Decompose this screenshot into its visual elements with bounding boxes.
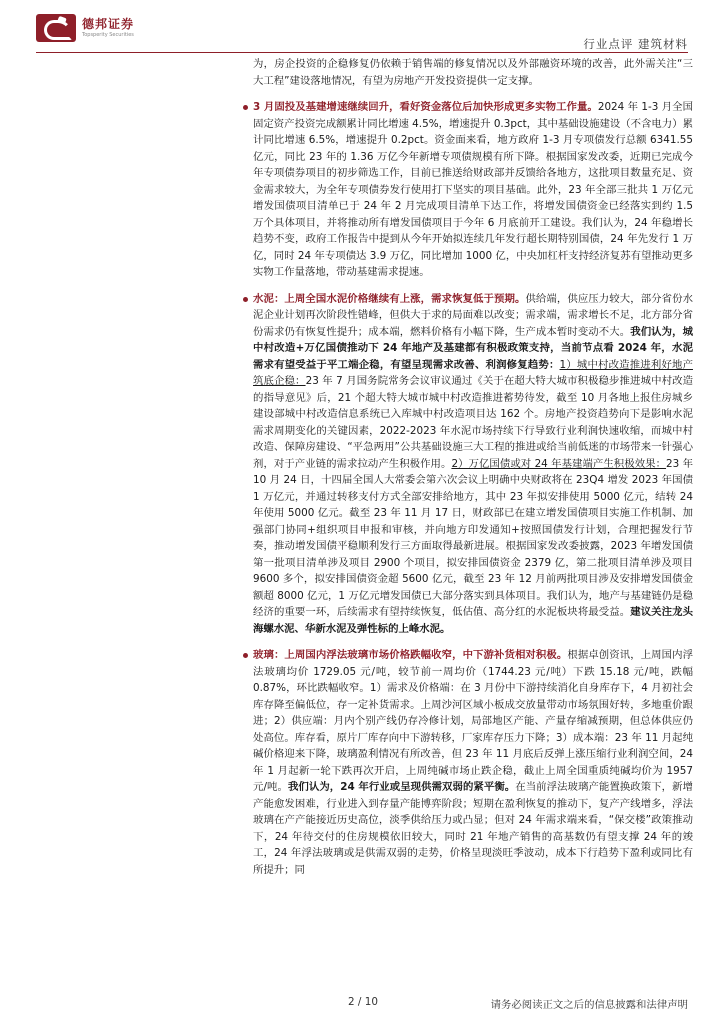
- cement-recommendation: 建议关注龙头海螺水泥、华新水泥及弹性标的上峰水泥。: [253, 606, 694, 635]
- glass-view: 我们认为，24 年行业或呈现供需双弱的紧平衡。: [287, 781, 516, 793]
- glass-section: [253, 647, 693, 878]
- cement-body-f: 23 年 10 月 24 日，十四届全国人大常委会第六次会议上明确中央财政将在 23Q4 增发 2023 年国债 1 万亿元，并通过转移支付方式全部安排给地方，其中 23 年拟安排使用 5000 亿元，结转 24 年使用 5000 亿元。截至 23 年 11 月 17 日，财政部已在建立增发国债项目实施工作机制、加强部门协同+组织项目申报和审核，并向地方印发通知+按照国债发行计划，合理把握发行节奏，推动增发国债平稳顺利发行三方面取得最新进展。根据国家发改委披露，2023 年增发国债第一批项目清单涉及项目 2900 个项目，拟安排国债资金 2379 亿，第二批项目清单涉及项目 9600 多个，拟安排国债资金超 5600 亿元，截至 23 年 12 月前两批项目涉及安排增发国债金额超 8000 亿元，1 万亿元增发国债已大部分落实到具体项目。我们认为，地产与基建链仍是稳经济的重要一环，后续需求有望持续恢复，低估值、高分红的水泥板块将最受益。: [253, 457, 694, 618]
- legal-disclaimer: 请务必阅读正文之后的信息披露和法律声明: [490, 999, 688, 1011]
- logo-mark-icon: [36, 14, 76, 42]
- section-heading-cement: 水泥：上周全国水泥价格继续有上涨，需求恢复低于预期。: [253, 292, 526, 305]
- glass-body-c: 在当前浮法玻璃产能置换政策下，新增产能愈发困难，行业进入到存量产能博弈阶段；短期在盈利恢复的推动下，复产产线增多，浮法玻璃在产产能接近历史高位，淡季供给压力或凸显；但对 24 年需求端来看，“保交楼”政策推动下，24 年待交付的住房规模依旧较大，同时 21 年地产销售的高基数仍有望支撑 24 年的竣工，24 年浮法玻璃或是供需双弱的走势，价格呈现淡旺季波动，成本下行趋势下盈利或同比有所提升；同: [253, 781, 693, 876]
- fixed-investment-section: [253, 99, 693, 281]
- bullet-icon: [243, 105, 248, 110]
- cement-view: 我们认为，城中村改造+万亿国债推动下 24 年地产及基建都有积极政策支持，当前节点看 2024 年，水泥需求有望受益于平工端企稳，有望呈现需求改善、利润修复趋势：: [253, 325, 694, 371]
- page-header: [0, 0, 724, 52]
- report-section-label: 行业点评 建筑材料: [583, 37, 688, 51]
- company-logo: [36, 14, 134, 42]
- bullet-icon: [243, 297, 248, 302]
- report-body: [253, 56, 693, 878]
- logo-name-cn: 德邦证券: [82, 17, 135, 31]
- header-divider: [36, 52, 688, 53]
- cement-point-1: 1）城中村改造推进利好地产筑底企稳：: [253, 358, 693, 387]
- logo-name-en: Topsperity Securities: [82, 32, 134, 38]
- cement-body-a: 供给端，供应压力较大，部分省份水泥企业计划再次阶段性错峰，但供大于求的局面难以改变；需求端，需求增长不足，北方部分省份需求仍有恢复性提升；成本端，燃料价格有小幅下降，生产成本暂时变动不大。: [253, 292, 694, 338]
- cement-section: [253, 291, 693, 638]
- intro-paragraph: 为，房企投资的企稳修复仍依赖于销售端的修复情况以及外部融资环境的改善，此外需关注“三大工程”建设落地情况，有望为房地产开发投资提供一定支撑。: [253, 58, 693, 87]
- glass-body-a: 根据卓创资讯，上周国内浮法玻璃均价 1729.05 元/吨，较节前一周均价（1744.23 元/吨）下跌 15.18 元/吨，跌幅 0.87%，环比跌幅收窄。1）需求及价格端：在 3 月份中下游持续消化自身库存下，4 月初社会库存降至偏低位，存一定补货需求。上周沙河区域小板成交放量带动市场氛围好转，多地重价跟进；2）供应端：月内个别产线仍存冷修计划，局部地区产能、产量存缩减预期，但总体供应仍处高位。库存看，原片厂库存向中下游转移，厂家库存压力下降；3）成本端：23 年 11 月起纯碱价格迎来下降，玻璃盈利情况有所改善，但 23 年 11 月底后反弹上涨压缩行业利润空间，24 年 1 月起新一轮下跌再次开启，上周纯碱市场止跌企稳，截止上周全国重质纯碱均价为 1957 元/吨。: [253, 649, 694, 793]
- bullet-icon: [243, 653, 248, 658]
- cement-body-d: 23 年 7 月国务院常务会议审议通过《关于在超大特大城市积极稳步推进城中村改造的指导意见》后，21 个超大特大城市城中村改造推进蓄势待发，截至 10 月各地上报住房城乡建设部城中村改造信息系统已入库城中村改造项目达 162 个。房地产投资趋势向下是影响水泥需求周期变化的关键因素，2022-2023 年水泥市场持续下行导致行业利润快速收缩，而城中村改造、保障房建设、“平急两用”公共基础设施三大工程的推进或给当前低迷的市场带来一针强心剂，对于产业链的需求拉动产生积极作用。: [253, 375, 694, 470]
- page-number: 2 / 10: [348, 996, 378, 1008]
- section-heading-investment: 3 月固投及基建增速继续回升，看好资金落位后加快形成更多实物工作量。: [253, 101, 598, 113]
- section-heading-glass: 玻璃：上周国内浮法玻璃市场价格跌幅收窄，中下游补货相对积极。: [253, 649, 568, 661]
- cement-point-2: 2）万亿国债或对 24 年基建端产生积极效果：: [451, 457, 667, 470]
- investment-body: 2024 年 1-3 月全国固定资产投资完成额累计同比增速 4.5%，增速提升 0.3pct，其中基础设施建设（不含电力）累计同比增速 6.5%，增速提升 0.2pct。资金面来看，地方政府 1-3 月专项债发行总额 6341.55 亿元，同比 23 年的 1.36 万亿今年新增专项债规模有所下降。根据国家发改委，近期已完成今年专项债券项目的初步筛选工作，目前已推送给财政部并反馈给各地方，这批项目数量充足、资金需求较大，为全年专项债券发行使用打下坚实的项目基础。此外，23 年全部三批共 1 万亿元增发国债项目清单已于 24 年 2 月完成项目清单下达工作，将增发国债资金已经落实到约 1.5 万个具体项目，并将推动所有增发国债项目于今年 6 月底前开工建设。我们认为，24 年稳增长趋势不变，政府工作报告中提到从今年开始拟连续几年发行超长期特别国债，24 年先发行 1 万亿，同时 24 年专项债达 3.9 万亿，同比增加 1000 亿，中央加杠杆支持经济复苏有望推动更多实物工作量落地，带动基建需求提速。: [253, 101, 693, 278]
